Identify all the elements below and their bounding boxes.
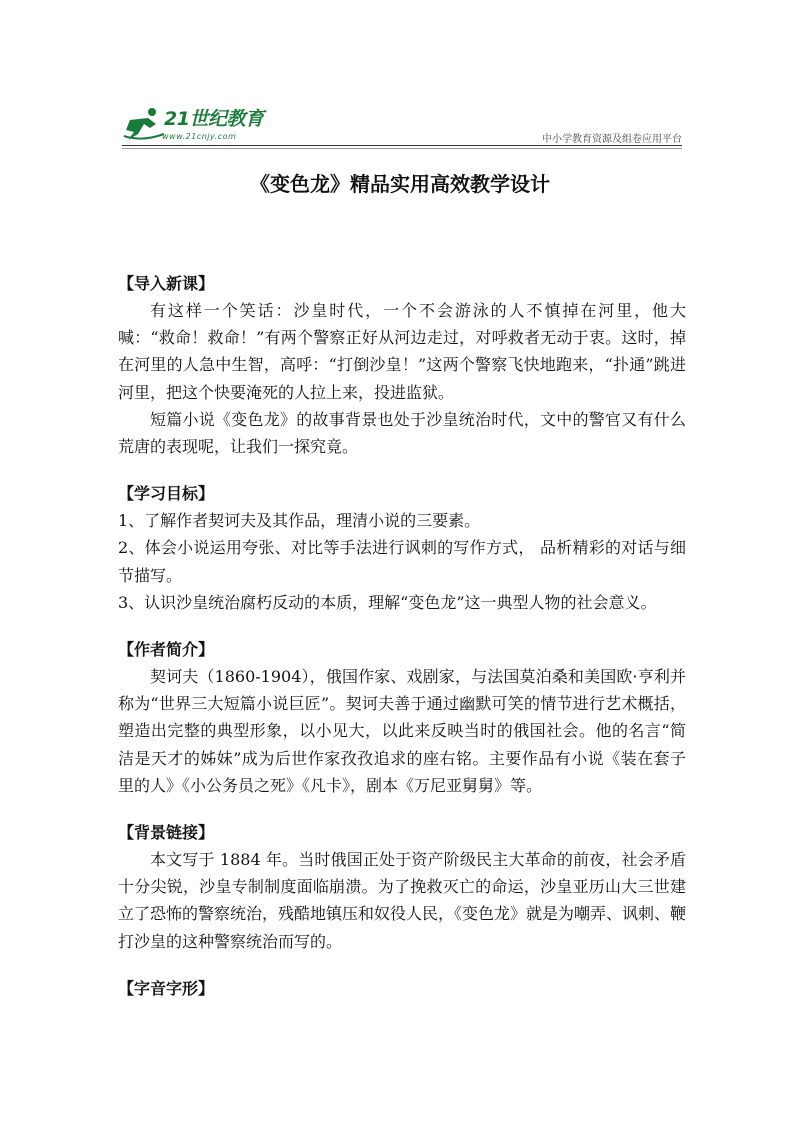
document-body (118, 270, 686, 1022)
section-phonetics (118, 975, 686, 1002)
paragraph: 有这样一个笑话：沙皇时代，一个不会游泳的人不慎掉在河里，他大喊：“救命！救命！”有两个警察正好从河边走过，对呼救者无动于衷。这时，掉在河里的人急中生智，高呼：“打倒沙皇！”这两个警察飞快地跑来，“扑通”跳进河里，把这个快要淹死的人拉上来，投进监狱。 (118, 301, 686, 402)
logo (122, 102, 282, 146)
list-item: 2、体会小说运用夸张、对比等手法进行讽刺的写作方式， 品析精彩的对话与细节描写。 (118, 538, 686, 585)
paragraph: 本文写于 1884 年。当时俄国正处于资产阶级民主大革命的前夜，社会矛盾十分尖锐，沙皇专制制度面临崩溃。为了挽救灭亡的命运，沙皇亚历山大三世建立了恐怖的警察统治，残酷地镇压和奴役人民，《变色龙》就是为嘲弄、讽刺、鞭打沙皇的这种警察统治而写的。 (118, 850, 687, 951)
platform-tagline: 中小学教育资源及组卷应用平台 (542, 134, 682, 145)
section-intro (118, 270, 686, 460)
paragraph: 契诃夫（1860-1904），俄国作家、戏剧家，与法国莫泊桑和美国欧·亨利并称为“世界三大短篇小说巨匠”。契诃夫善于通过幽默可笑的情节进行艺术概括，塑造出完整的典型形象，以小见大，以此来反映当时的俄国社会。他的名言“简洁是天才的姊妹”成为后世作家孜孜追求的座右铭。主要作品有小说《装在套子里的人》《小公务员之死》《凡卡》，剧本《万尼亚舅舅》等。 (118, 667, 686, 795)
header-divider (122, 145, 682, 146)
document-title: 《变色龙》精品实用高效教学设计 (250, 172, 550, 196)
section-goals (118, 480, 686, 616)
section-background (118, 819, 686, 955)
section-heading: 【字音字形】 (118, 978, 215, 998)
section-heading: 【作者简介】 (118, 640, 215, 660)
section-heading: 【背景链接】 (118, 823, 215, 843)
runner-logo-icon (122, 106, 166, 142)
list-item: 1、了解作者契诃夫及其作品，理清小说的三要素。 (118, 511, 481, 531)
header-divider-thin (122, 148, 682, 149)
section-heading: 【学习目标】 (118, 484, 215, 504)
list-item: 3、认识沙皇统治腐朽反动的本质，理解“变色龙”这一典型人物的社会意义。 (118, 592, 657, 612)
section-heading: 【导入新课】 (118, 274, 215, 293)
paragraph: 短篇小说《变色龙》的故事背景也处于沙皇统治时代，文中的警官又有什么荒唐的表现呢，让我们一探究竟。 (118, 409, 686, 457)
page-header (122, 100, 682, 150)
logo-url: www.21cnjy.com (162, 132, 237, 141)
section-author (118, 636, 686, 799)
logo-text: 21世纪教育 (164, 108, 264, 130)
